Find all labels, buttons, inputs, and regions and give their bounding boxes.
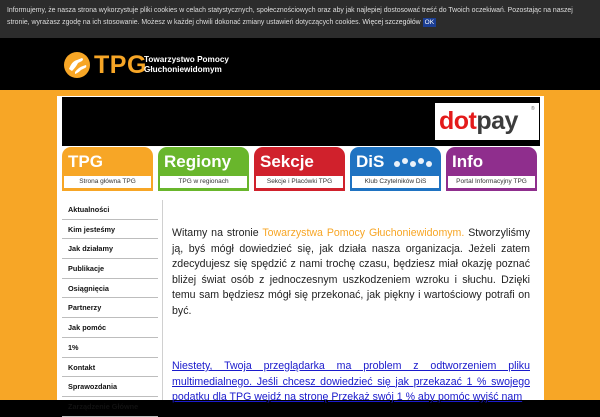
tab-title: TPG — [68, 152, 103, 171]
tab-subtitle: Sekcje i Placówki TPG — [256, 176, 343, 188]
sidebar-item-kontakt[interactable]: Kontakt — [62, 358, 158, 378]
cookie-text — [7, 5, 595, 29]
tab-subtitle: TPG w regionach — [160, 176, 247, 188]
intro-text-start: Witamy na stronie — [172, 227, 263, 239]
sidebar-menu — [62, 200, 158, 417]
tab-title: Regiony — [164, 152, 232, 171]
cookie-consent-bar — [0, 0, 600, 38]
sponsor-banner — [62, 97, 540, 146]
dotpay-logo[interactable] — [435, 103, 539, 140]
sidebar-item-osiagniecia[interactable]: Osiągnięcia — [62, 279, 158, 299]
cookie-more-link[interactable]: Więcej szczegółów — [362, 19, 421, 26]
tab-subtitle: Klub Czytelników DiS — [352, 176, 439, 188]
tab-title: Info — [452, 152, 484, 171]
media-notice-link[interactable]: Niestety, Twoja przeglądarka ma problem z odtworzeniem pliku multimedialnego. Jeśli chcesz dowiedzieć się jak przekazać 1 % swojego podatku dla TPG wejdź na stronę Przekaż swój 1 % aby pomóc wyjść nam — [172, 360, 530, 403]
sidebar-item-publikacje[interactable]: Publikacje — [62, 259, 158, 279]
cookie-close-button[interactable]: OK — [424, 19, 435, 26]
logo-text[interactable]: TPG — [94, 51, 147, 79]
bubbles-icon — [393, 156, 433, 168]
dotpay-logo-pay: pay — [476, 107, 518, 135]
sidebar-item-aktualnosci[interactable]: Aktualności — [62, 200, 158, 220]
tab-title: DiS — [356, 152, 385, 171]
sidebar-item-1-procent[interactable]: 1% — [62, 338, 158, 358]
tab-regiony[interactable] — [158, 147, 249, 191]
sidebar-divider — [162, 200, 163, 400]
tab-dis[interactable] — [350, 147, 441, 191]
sidebar-item-sprawozdania[interactable]: Sprawozdania — [62, 377, 158, 397]
org-name-line2: Głuchoniewidomym — [144, 65, 222, 74]
tab-info[interactable] — [446, 147, 537, 191]
sidebar-item-jak-dzialamy[interactable]: Jak działamy — [62, 239, 158, 259]
tab-tpg[interactable] — [62, 147, 153, 191]
sidebar-item-partnerzy[interactable]: Partnerzy — [62, 298, 158, 318]
tab-subtitle: Strona główna TPG — [64, 176, 151, 188]
tpg-hands-logo-icon[interactable] — [63, 51, 91, 79]
tab-sekcje[interactable] — [254, 147, 345, 191]
cookie-message: Informujemy, że nasza strona wykorzystuje pliki cookies w celach statystycznych, społecznościowych oraz aby jak najlepiej dostosować treść do Twoich oczekiwań. Pozostając na naszej stronie, wyrażasz zgodę na ich stosowanie. Możesz w każdej chwili dokonać zmiany ustawień dotyczących cookies. — [7, 7, 573, 26]
tab-subtitle: Portal Informacyjny TPG — [448, 176, 535, 188]
org-name[interactable] — [144, 55, 229, 75]
welcome-text — [172, 226, 530, 319]
intro-text-rest: Stworzyliśmy ją, byś mógł dowiedzieć się, jak działa nasza organizacja. Jeżeli zatem zdecydujesz się spędzić z nami trochę czasu, będziesz miał okazję poznać bliżej świat osób z jednoczesnym uszkodzeniem wzroku i słuchu. Dzięki temu sam będziesz mógł się przekonać, jak piękny i wartościowy potrafi on być. — [172, 227, 531, 317]
dotpay-logo-dot: dot — [439, 107, 477, 135]
org-name-highlight: Towarzystwa Pomocy Głuchoniewidomym. — [262, 227, 465, 239]
sidebar-item-jak-pomoc[interactable]: Jak pomóc — [62, 318, 158, 338]
org-name-line1: Towarzystwo Pomocy — [144, 55, 229, 64]
sidebar-item-kim-jestesmy[interactable]: Kim jesteśmy — [62, 220, 158, 240]
sidebar-item-zarzadzenie[interactable]: Zarządzenie Główne — [62, 397, 158, 417]
registered-mark: ® — [531, 106, 535, 112]
tab-title: Sekcje — [260, 152, 314, 171]
